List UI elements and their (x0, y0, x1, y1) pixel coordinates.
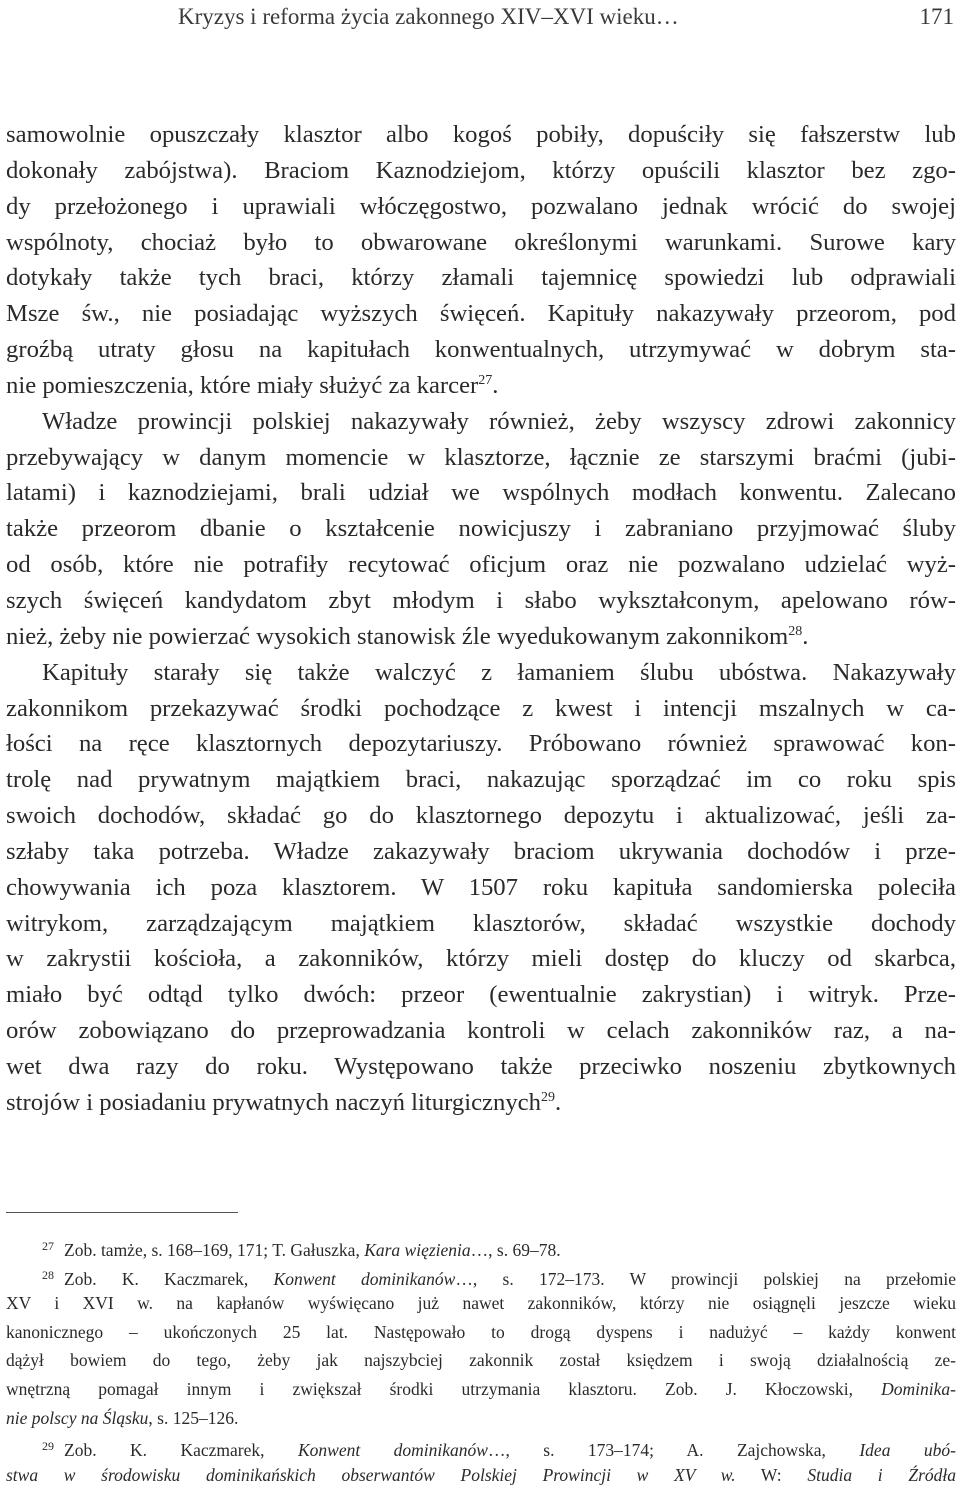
footnote-27 (6, 1232, 956, 1261)
text-fragment: Zob. K. Kaczmarek, (64, 1440, 298, 1461)
footnote-28 (6, 1261, 956, 1290)
text-fragment: Zob. tamże, s. 168–169, 171; T. Gałuszka, (64, 1240, 365, 1260)
text-fragment: Zob. K. Kaczmarek, (64, 1268, 274, 1289)
text-line: szłaby taka potrzeba. Władze zakazywały braciom ukrywania dochodów i prze- (6, 837, 956, 865)
footnote-divider (6, 1212, 238, 1213)
text-line: latami) i kaznodziejami, brali udział we wspólnych modłach konwentu. Zalecano (6, 479, 956, 507)
footnote-29 (6, 1432, 956, 1461)
running-title: Kryzys i reforma życia zakonnego XIV–XVI wieku… (178, 4, 679, 29)
footnote-number: 27 (42, 1239, 54, 1253)
italic-title: Kara więzienia (364, 1240, 471, 1260)
text-fragment: strojów i posiadaniu prywatnych naczyń liturgicznych (6, 1088, 541, 1116)
text-line: dotykały także tych braci, którzy złamali tajemnicę spowiedzi lub odprawiali (6, 264, 956, 292)
text-fragment: …, s. 172–173. W prowincji polskiej na przełomie (455, 1268, 956, 1289)
footnote-ref-27[interactable]: 27 (478, 372, 493, 388)
text-fragment: wnętrzną pomagał innym i zwiększał środki utrzymania klasztoru. Zob. J. Kłoczowski, (6, 1378, 882, 1399)
text-line: wspólnoty, chociaż było to obwarowane określonymi warunkami. Surowe kary (6, 228, 956, 256)
text-fragment: …, s. 173–174; A. Zajchowska, (487, 1440, 860, 1461)
text-line (6, 368, 956, 404)
text-fragment: , s. 125–126. (148, 1407, 239, 1428)
text-line: zakonnikom przekazywać środki pochodzące z kwest i intencji mszalnych w ca- (6, 694, 956, 722)
italic-title: Dominika- (881, 1378, 956, 1399)
footnote-line: kanonicznego – ukończonych 25 lat. Następowało to drogą dyspens i nadużyć – każdy konwent (6, 1321, 956, 1342)
text-fragment: . (492, 371, 499, 399)
text-fragment: …, s. 69–78. (470, 1240, 561, 1260)
text-line (6, 1085, 956, 1121)
text-line: Władze prowincji polskiej nakazywały również, żeby wszyscy zdrowi zakonnicy (42, 407, 956, 435)
text-line: dokonały zabójstwa). Braciom Kaznodziejom, którzy opuścili klasztor bez zgo- (6, 156, 956, 184)
text-line: szych święceń kandydatom zbyt młodym i słabo wykształconym, apelowano rów- (6, 586, 956, 614)
text-line: w zakrystii kościoła, a zakonników, którzy mieli dostęp do kluczy od skarbca, (6, 945, 956, 973)
footnote-number: 28 (42, 1267, 54, 1282)
footnote-line (6, 1404, 956, 1433)
text-line: groźbą utraty głosu na kapitułach konwentualnych, utrzymywać w dobrym sta- (6, 336, 956, 364)
text-line: swoich dochodów, składać go do klasztornego depozytu i aktualizować, jeśli za- (6, 802, 956, 830)
footnote-line: XV i XVI w. na kapłanów wyświęcano już nawet zakonników, którzy nie osiągnęli jeszcze wieku (6, 1293, 956, 1314)
text-fragment: . (555, 1088, 562, 1116)
page-number: 171 (919, 4, 954, 29)
text-fragment: W: (735, 1464, 808, 1485)
footnote-line (6, 1375, 956, 1404)
text-line: orów zobowiązano do przeprowadzania kontroli w celach zakonników raz, a na- (6, 1017, 956, 1045)
text-fragment: nie pomieszczenia, które miały służyć za karcer (6, 371, 479, 399)
footnote-line: dążył bowiem do tego, żeby jak najszybciej zakonnik został księdzem i swoją działalnością ze- (6, 1350, 956, 1371)
text-line: witrykom, zarządzającym majątkiem klasztorów, składać wszystkie dochody (6, 909, 956, 937)
text-fragment: . (802, 622, 809, 650)
italic-title: stwa w środowisku dominikańskich obserwantów Polskiej Prowincji w XV w. (6, 1464, 736, 1485)
text-line: chowywania ich poza klasztorem. W 1507 roku kapituła sandomierska poleciła (6, 873, 956, 901)
text-fragment: nież, żeby nie powierzać wysokich stanowisk źle wyedukowanym zakonnikom (6, 622, 789, 650)
text-line: przebywający w danym momencie w klasztorze, łącznie ze starszymi braćmi (jubi- (6, 443, 956, 471)
footnotes (6, 1232, 956, 1489)
italic-title: Konwent dominikanów (273, 1268, 456, 1289)
text-line: dy przełożonego i uprawiali włóczęgostwo, pozwalano jednak wrócić do swojej (6, 192, 956, 220)
text-line: wet dwa razy do roku. Występowano także przeciwko noszeniu zbytkownych (6, 1052, 956, 1080)
italic-title: Konwent dominikanów (297, 1440, 488, 1461)
footnote-ref-28[interactable]: 28 (788, 623, 803, 639)
footnote-line (6, 1461, 956, 1490)
text-line: trolę nad prywatnym majątkiem braci, nakazując sporządzać im co roku spis (6, 766, 956, 794)
text-line: łości na ręce klasztornych depozytariuszy. Próbowano również sprawować kon- (6, 730, 956, 758)
text-line: Msze św., nie posiadając wyższych święceń. Kapituły nakazywały przeorom, pod (6, 300, 956, 328)
text-line: także przeorom dbanie o kształcenie nowicjuszy i zabraniano przyjmować śluby (6, 515, 956, 543)
text-line (6, 619, 956, 655)
text-line: Kapituły starały się także walczyć z łamaniem ślubu ubóstwa. Nakazywały (42, 658, 956, 686)
italic-title: Idea ubó- (859, 1440, 956, 1461)
footnote-number: 29 (42, 1439, 54, 1454)
italic-title: nie polscy na Śląsku (6, 1407, 149, 1428)
italic-title: Studia i Źródła (807, 1464, 956, 1485)
footnote-ref-29[interactable]: 29 (541, 1089, 555, 1105)
text-line: od osób, które nie potrafiły recytować oficjum oraz nie pozwalano udzielać wyż- (6, 551, 956, 579)
page-header (0, 0, 960, 40)
text-line: miało być odtąd tylko dwóch: przeor (ewentualnie zakrystian) i witryk. Prze- (6, 981, 956, 1009)
text-line: samowolnie opuszczały klasztor albo kogoś pobiły, dopuściły się fałszerstw lub (6, 121, 956, 148)
body-text (6, 117, 956, 1121)
